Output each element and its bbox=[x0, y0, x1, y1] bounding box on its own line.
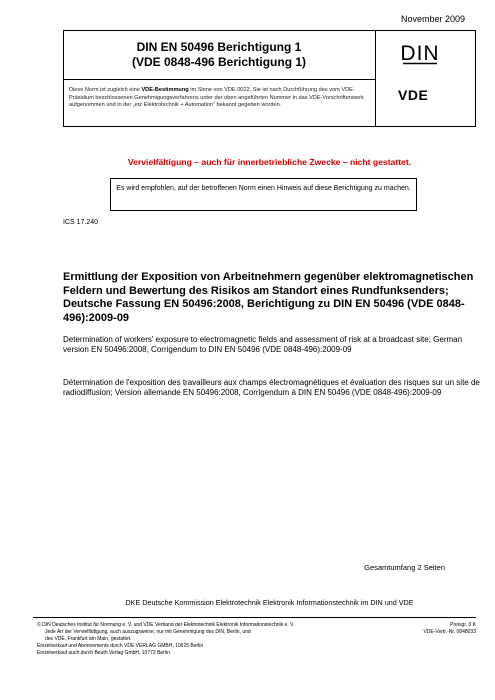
footer-price bbox=[386, 622, 476, 636]
title-line-1: DIN EN 50496 Berichtigung 1 bbox=[136, 39, 302, 54]
vde-contract-number: VDE-Vertr.-Nr. 0848033 bbox=[423, 629, 476, 635]
document-title bbox=[63, 30, 376, 80]
footer-line: Einzelverkauf auch durch Beuth Verlag GmbH, 10772 Berlin bbox=[37, 650, 170, 656]
price-group: Preisgr. 0 K bbox=[450, 622, 476, 628]
page-count: Gesamtumfang 2 Seiten bbox=[364, 563, 445, 572]
vde-notice-bold: VDE-Bestimmung bbox=[141, 87, 189, 93]
footer-copyright bbox=[37, 622, 367, 657]
dke-line: DKE Deutsche Kommission Elektrotechnik Elektronik Informationstechnik im DIN und VDE bbox=[125, 598, 414, 607]
footer-line: Jede Art der Vervielfältigung, auch auszugsweise, nur mit Genehmigung des DIN, Berlin, und bbox=[45, 629, 251, 635]
vde-notice bbox=[63, 80, 376, 127]
title-french: Détermination de l'exposition des travailleurs aux champs électromagnétiques et évaluation des risques sur un site de radiodiffusion; Version allemande EN 50496:2008, Corrigendum à DIN EN 50496 (VDE 0848-496):2009-09 bbox=[63, 378, 480, 397]
footer-line: des VDE, Frankfurt am Main, gestattet. bbox=[45, 636, 132, 642]
title-german: Ermittlung der Exposition von Arbeitnehmern gegenüber elektromagnetischen Feldern und Bewertung des Risikos am Standort eines Rundfunksenders; Deutsche Fassung EN 50496:2008, Berichtigung zu DIN EN 50496 (VDE 0848-496):2009-09 bbox=[63, 271, 474, 324]
title-line-2: (VDE 0848-496 Berichtigung 1) bbox=[131, 54, 307, 69]
footer-divider bbox=[33, 617, 476, 618]
din-logo-text: DIN bbox=[400, 42, 440, 65]
vde-notice-pre: Diese Norm ist zugleich eine bbox=[69, 87, 142, 93]
din-logo bbox=[400, 36, 440, 66]
vde-logo: VDE bbox=[398, 87, 429, 103]
footer-line: Einzelverkauf und Abonnements durch VDE VERLAG GMBH, 10625 Berlin bbox=[37, 643, 204, 649]
reproduction-warning: Vervielfältigung – auch für innerbetriebliche Zwecke – nicht gestattet. bbox=[127, 157, 412, 167]
corrigendum-hint: Es wird empfohlen, auf der betroffenen Norm einen Hinweis auf diese Berichtigung zu machen. bbox=[110, 178, 417, 211]
footer-line: © DIN Deutsches Institut für Normung e. V. und VDE Verband der Elektrotechnik Elektronik Informationstechnik e. V. bbox=[37, 622, 295, 628]
publication-date: November 2009 bbox=[400, 14, 465, 24]
ics-code: ICS 17.240 bbox=[63, 219, 99, 226]
vde-notice-post: im Sinne von VDE 0022. Sie ist nach Durchführung des vom VDE-Präsidium beschlossenen Genehmigungsverfahrens unter der oben angeführten Nummer in das VDE-Vorschriftenwerk aufgenommen und in der „etz Elektrotechnik + Automation“ bekannt gegeben worden. bbox=[69, 87, 364, 109]
title-english: Determination of workers' exposure to electromagnetic fields and assessment of risk at a broadcast site; German version EN 50496:2008, Corrigendum to DIN EN 50496 (VDE 0848-496):2009-09 bbox=[63, 335, 463, 354]
